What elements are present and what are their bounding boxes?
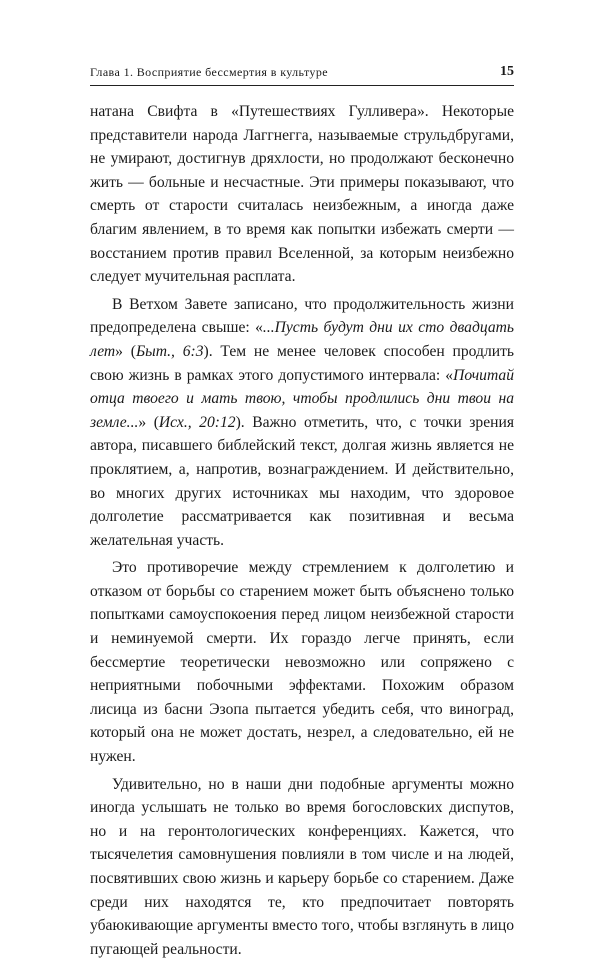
running-header xyxy=(90,64,514,86)
page-number: 15 xyxy=(500,64,514,79)
quote-genesis: ...Пусть будут дни их сто двадцать лет xyxy=(90,319,515,360)
paragraph-1: натана Свифта в «Путешествиях Гулливера». Некоторые представители народа Лаггнегга, называемые струльдбругами, не умирают, достигнув дряхлости, но продолжают бесконечно жить — больные и несчастные. Эти примеры показывают, что смерть от старости считалась неизбежным, а иногда даже благим явлением, в то время как попытки избежать смерти — восстанием против правил Вселенной, за которым неизбежно следует мучительная расплата. xyxy=(90,103,514,286)
paragraph-2-text-2: » ( xyxy=(115,342,136,360)
paragraph-2-text-1: В Ветхом Завете записано, что продолжительность жизни предопределена свыше: « xyxy=(90,295,514,337)
paragraph-4: Удивительно, но в наши дни подобные аргументы можно иногда услышать не только во время богословских диспутов, но и на геронтологических конференциях. Кажется, что тысячелетия самовнушения повлияли в том числе и на людей, посвятивших свою жизнь и карьеру борьбе со старением. Даже среди них находятся те, кто предпочитает повторять убаюкивающие аргументы вместо того, чтобы взглянуть в лицо пугающей реальности. xyxy=(90,775,514,958)
chapter-title: Глава 1. Восприятие бессмертия в культуре xyxy=(90,65,328,79)
paragraph-2-text-5: ). Важно отметить, что, с точки зрения автора, писавшего библейский текст, долгая жизнь является не проклятием, а, напротив, вознаграждением. И действительно, во многих других источниках мы находим, что здоровое долголетие рассматривается как позитивная и весьма желательная участь. xyxy=(90,413,514,549)
body-text xyxy=(90,100,514,961)
quote-exodus: Почитай отца твоего и мать твою, чтобы продлились дни твои на земле... xyxy=(90,366,514,431)
paragraph-2 xyxy=(90,293,514,553)
reference-genesis: Быт., 6:3 xyxy=(135,342,204,360)
paragraph-2-text-4: » ( xyxy=(138,413,159,431)
paragraph-2-text-3: ). Тем не менее человек способен продлить свою жизнь в рамках этого допустимого интервала: « xyxy=(90,342,515,384)
reference-exodus: Исх., 20:12 xyxy=(158,413,236,431)
paragraph-3: Это противоречие между стремлением к долголетию и отказом от борьбы со старением может быть объяснено только попытками самоуспокоения перед лицом неизбежной старости и неминуемой смерти. Их гораздо легче принять, если бессмертие теоретически невозможно или сопряжено с неприятными побочными эффектами. Похожим образом лисица из басни Эзопа пытается убедить себя, что виноград, который она не может достать, незрел, а следовательно, ей не нужен. xyxy=(90,559,514,766)
